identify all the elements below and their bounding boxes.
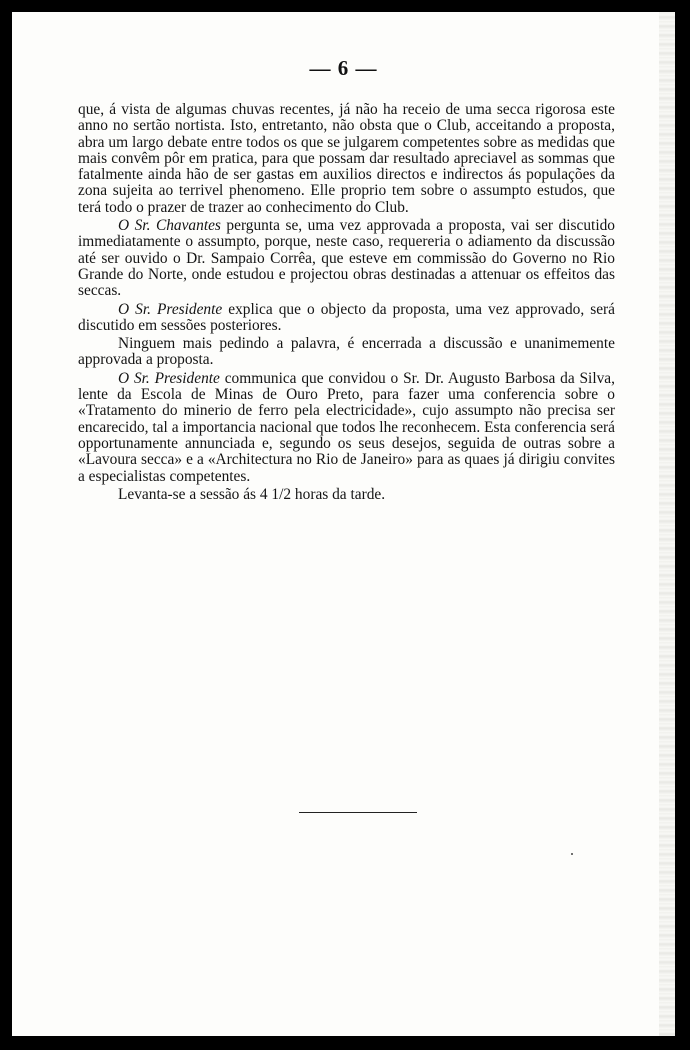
paragraph-5-text: communica que convidou o Sr. Dr. Augusto Barbosa da Silva, lente da Escola de Minas de Ouro Preto, para fazer uma conferencia sobre o «Tratamento do minerio de ferro pela electricidade», cujo assumpto não precisa ser encarecido, tal a importancia nacional que todos lhe reconhecem. Esta conferencia será opportunamente annunciada e, segundo os seus desejos, seguida de outras sobre a «Lavoura secca» e a «Architectura no Rio de Janeiro» para as quaes já dirigiu convites a especialistas competentes. <box>78 369 615 485</box>
paragraph-4-text: Ninguem mais pedindo a palavra, é encerrada a discussão e unanimemente approvada a proposta. <box>78 335 615 369</box>
paragraph-2 <box>78 218 615 299</box>
closing-text: Levanta-se a sessão ás 4 1/2 horas da tarde. <box>118 485 386 503</box>
paragraph-3 <box>78 302 615 335</box>
speaker-presidente-2: O Sr. Presidente <box>118 369 220 387</box>
page-number: — 6 — <box>309 56 378 80</box>
document-body <box>78 102 615 503</box>
scan-edge <box>659 12 675 1036</box>
paragraph-2-text: pergunta se, uma vez approvada a proposta, vai ser discutido immediatamente o assumpto, porque, neste caso, requereria o adiamento da discussão até ser ouvido o Dr. Sampaio Corrêa, que esteve em commissão do Governo no Rio Grande do Norte, onde estudou e projectou obras destinadas a attenuar os effeitos das seccas. <box>78 217 615 300</box>
speaker-chavantes: O Sr. Chavantes <box>118 217 221 235</box>
paragraph-6 <box>78 487 615 503</box>
scan-speck <box>571 853 573 855</box>
document-page <box>12 12 675 1036</box>
paragraph-1-text: que, á vista de algumas chuvas recentes, já não ha receio de uma secca rigorosa este anno no sertão nortista. Isto, entretanto, não obsta que o Club, acceitando a proposta, abra um largo debate entre todos os que se julgarem competentes sobre as medidas que mais convêm pôr em pratica, para que possam dar resultado apreciavel as sommas que fatalmente ainda hão de ser gastas em auxilios directos e indirectos ás populações da zona sujeita ao terrivel phenomeno. Elle proprio tem sobre o assumpto estudos, que terá todo o prazer de trazer ao conhecimento do Club. <box>78 101 615 216</box>
speaker-presidente: O Sr. Presidente <box>118 300 223 318</box>
closing-rule <box>299 812 417 813</box>
paragraph-1 <box>78 102 615 216</box>
paragraph-3-text: explica que o objecto da proposta, uma vez approvado, será discutido em sessões posteriores. <box>78 300 615 334</box>
paragraph-4 <box>78 336 615 369</box>
paragraph-5 <box>78 371 615 485</box>
